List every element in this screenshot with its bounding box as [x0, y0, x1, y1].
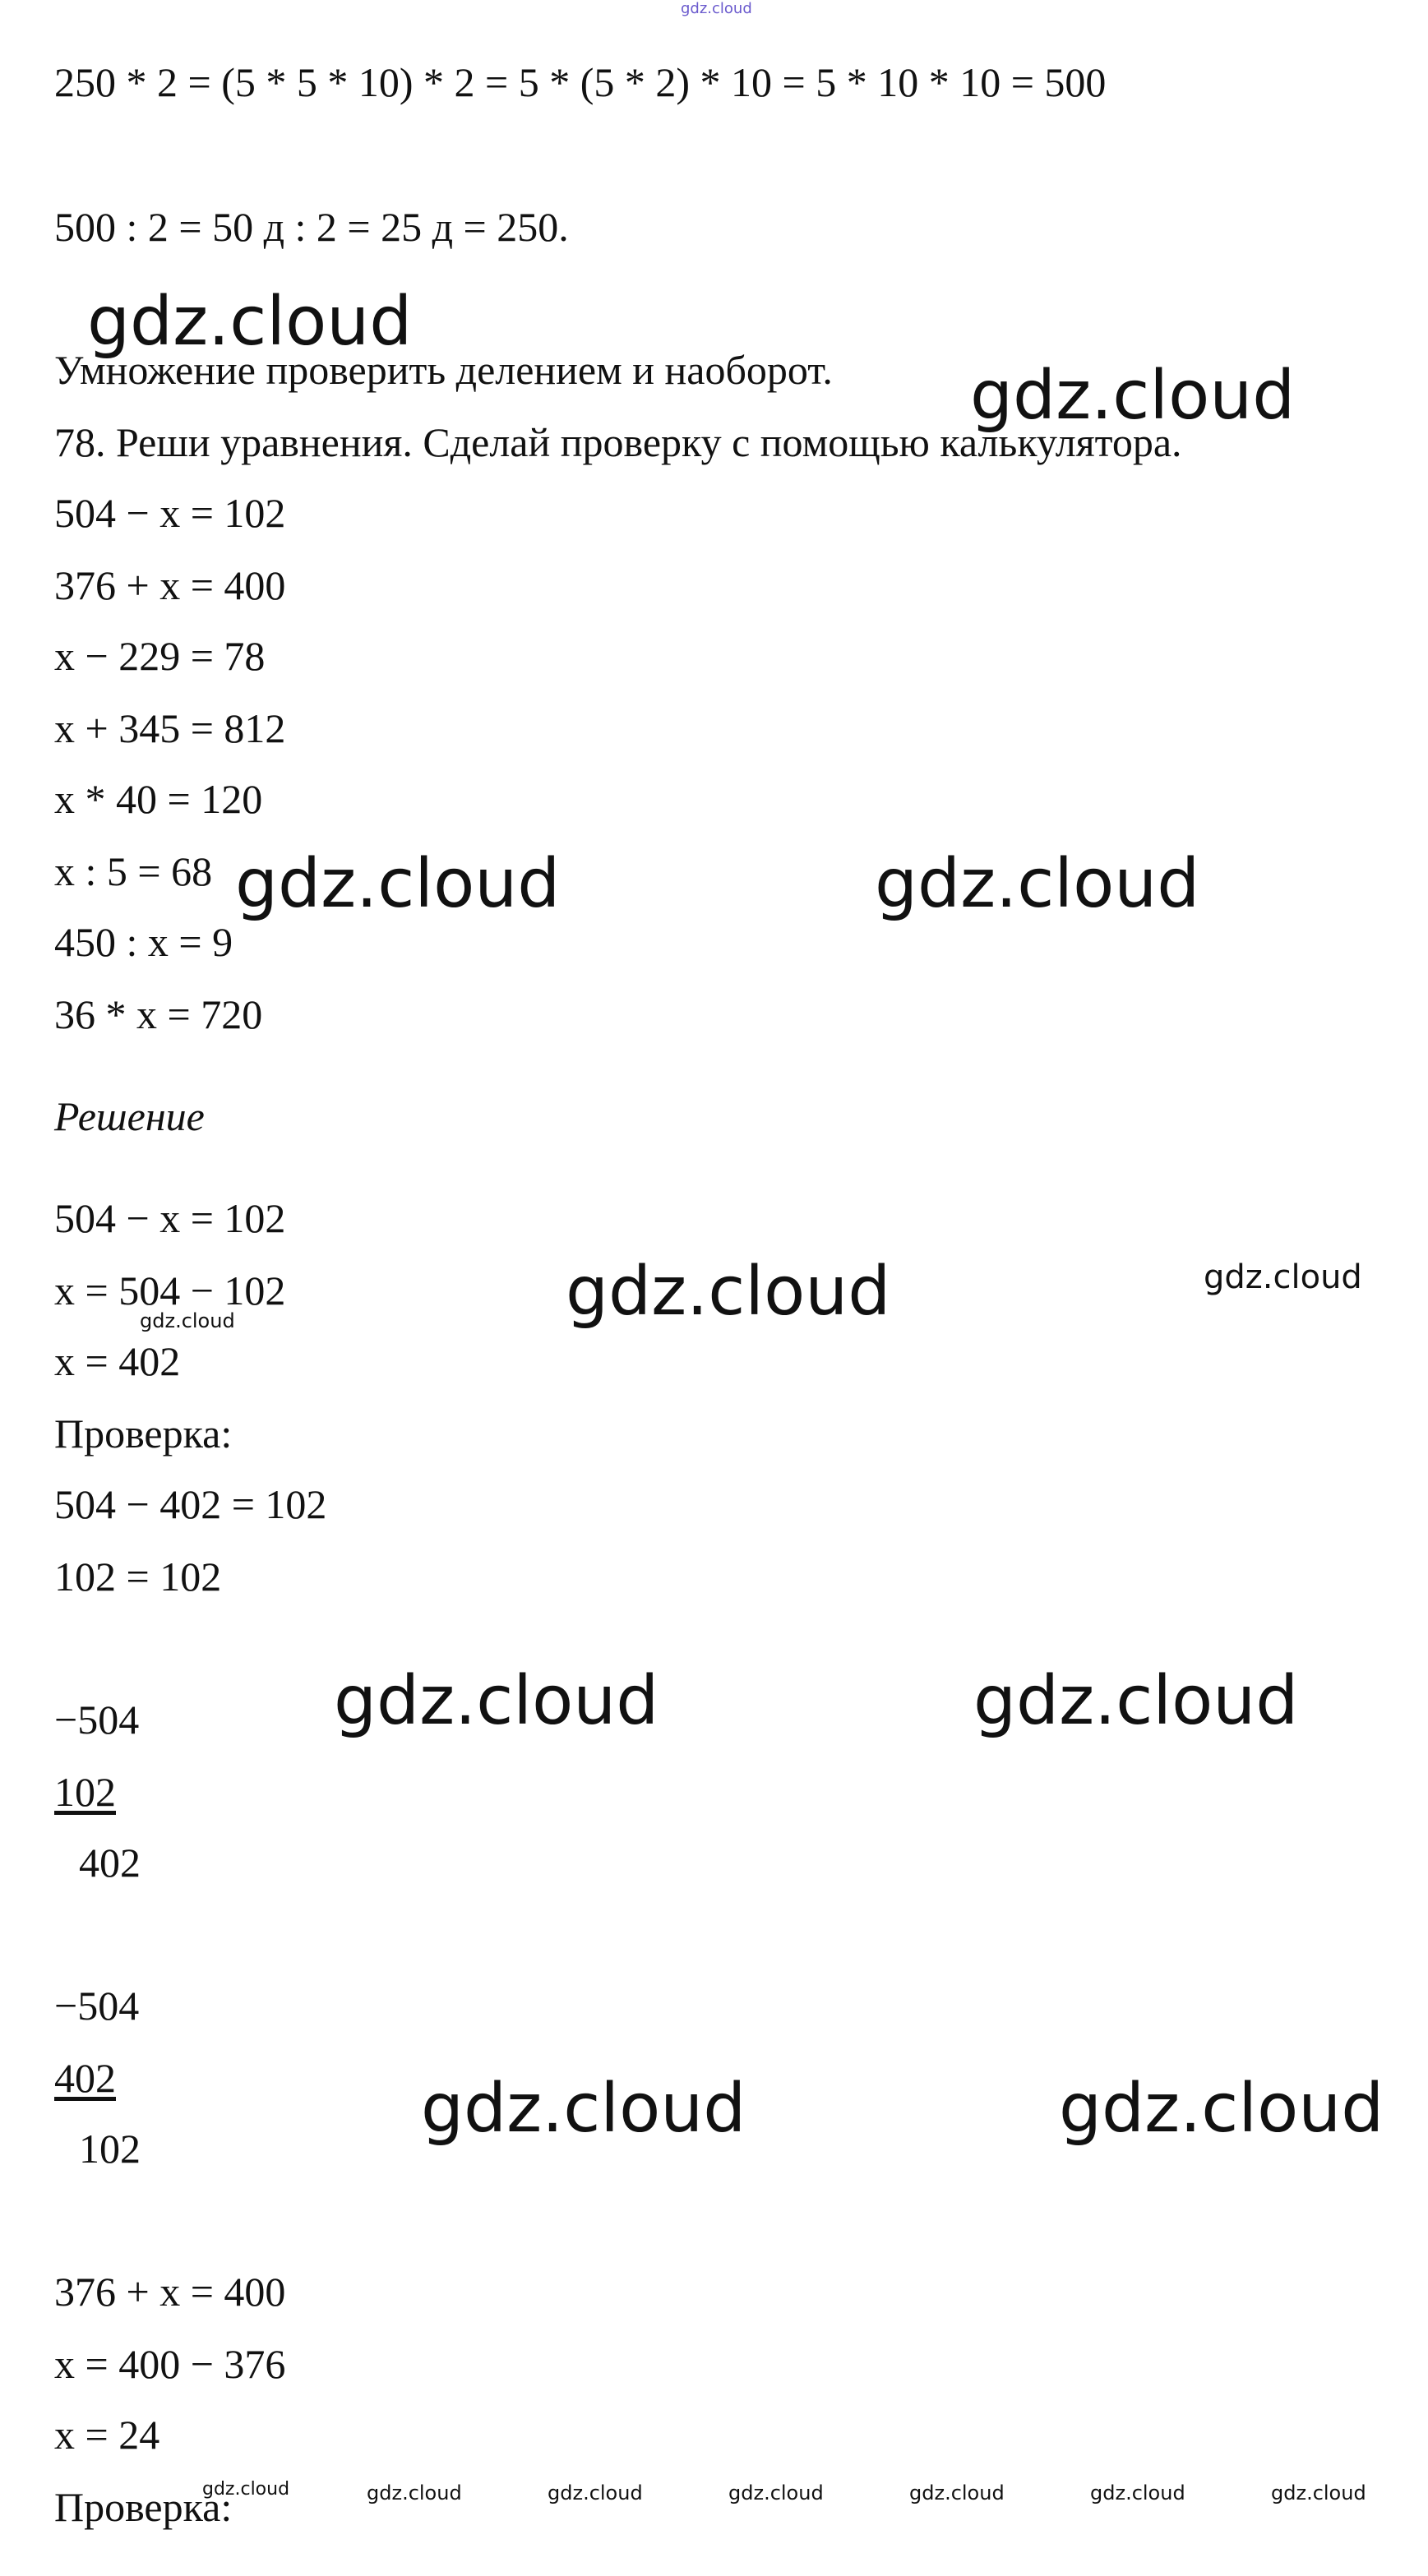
watermark-text: gdz.cloud [235, 845, 561, 923]
watermark-text: gdz.cloud [548, 2481, 643, 2504]
watermark-text: gdz.cloud [1090, 2481, 1185, 2504]
solution-line: x = 504 − 102 [54, 1267, 286, 1313]
equation-line: 450 : x = 9 [54, 919, 233, 965]
solution-heading: Решение [54, 1093, 205, 1139]
watermark-text: gdz.cloud [1271, 2481, 1366, 2504]
instruction-line: Умножение проверить делением и наоборот. [54, 347, 833, 393]
watermark-text: gdz.cloud [1059, 2070, 1384, 2148]
watermark-text: gdz.cloud [367, 2481, 462, 2504]
equation-line: x + 345 = 812 [54, 705, 286, 751]
equation-line: x : 5 = 68 [54, 848, 213, 894]
column-subtrahend: 102 [54, 1769, 116, 1815]
equation-line: x * 40 = 120 [54, 776, 263, 822]
column-subtrahend: 402 [54, 2055, 116, 2101]
watermark-text: gdz.cloud [421, 2070, 746, 2148]
column-minuend: −504 [54, 1983, 140, 2029]
equation-line: x − 229 = 78 [54, 633, 266, 679]
watermark-text: gdz.cloud [566, 1253, 891, 1331]
solution-line: 504 − x = 102 [54, 1195, 286, 1241]
equation-line: 504 − x = 102 [54, 490, 286, 536]
check-label: Проверка: [54, 2484, 233, 2530]
equation-line: 36 * x = 720 [54, 991, 263, 1037]
column-result: 102 [79, 2126, 141, 2172]
expression-line: 500 : 2 = 50 д : 2 = 25 д = 250. [54, 204, 569, 250]
check-line: 504 − 402 = 102 [54, 1481, 327, 1527]
watermark-text: gdz.cloud [1204, 1258, 1362, 1296]
watermark-text: gdz.cloud [728, 2481, 824, 2504]
column-result: 402 [79, 1840, 141, 1886]
watermark-text: gdz.cloud [202, 2479, 290, 2500]
watermark-text: gdz.cloud [973, 1662, 1299, 1740]
check-label: Проверка: [54, 1410, 233, 1457]
solution-line: x = 400 − 376 [54, 2341, 286, 2387]
watermark-text: gdz.cloud [909, 2481, 1005, 2504]
expression-line: 250 * 2 = (5 * 5 * 10) * 2 = 5 * (5 * 2) * 10 = 5 * 10 * 10 = 500 [54, 59, 1107, 105]
watermark-text: gdz.cloud [875, 845, 1200, 923]
watermark-text: gdz.cloud [681, 0, 752, 17]
task-heading: 78. Реши уравнения. Сделай проверку с помощью калькулятора. [54, 419, 1182, 465]
check-line: 102 = 102 [54, 1553, 222, 1600]
solution-line: x = 24 [54, 2412, 160, 2458]
equation-line: 376 + x = 400 [54, 562, 286, 608]
watermark-text: gdz.cloud [140, 1309, 235, 1332]
solution-line: x = 402 [54, 1338, 181, 1384]
watermark-text: gdz.cloud [970, 357, 1296, 435]
solution-line: 376 + x = 400 [54, 2269, 286, 2315]
watermark-text: gdz.cloud [87, 283, 413, 361]
column-minuend: −504 [54, 1697, 140, 1743]
watermark-text: gdz.cloud [334, 1662, 659, 1740]
